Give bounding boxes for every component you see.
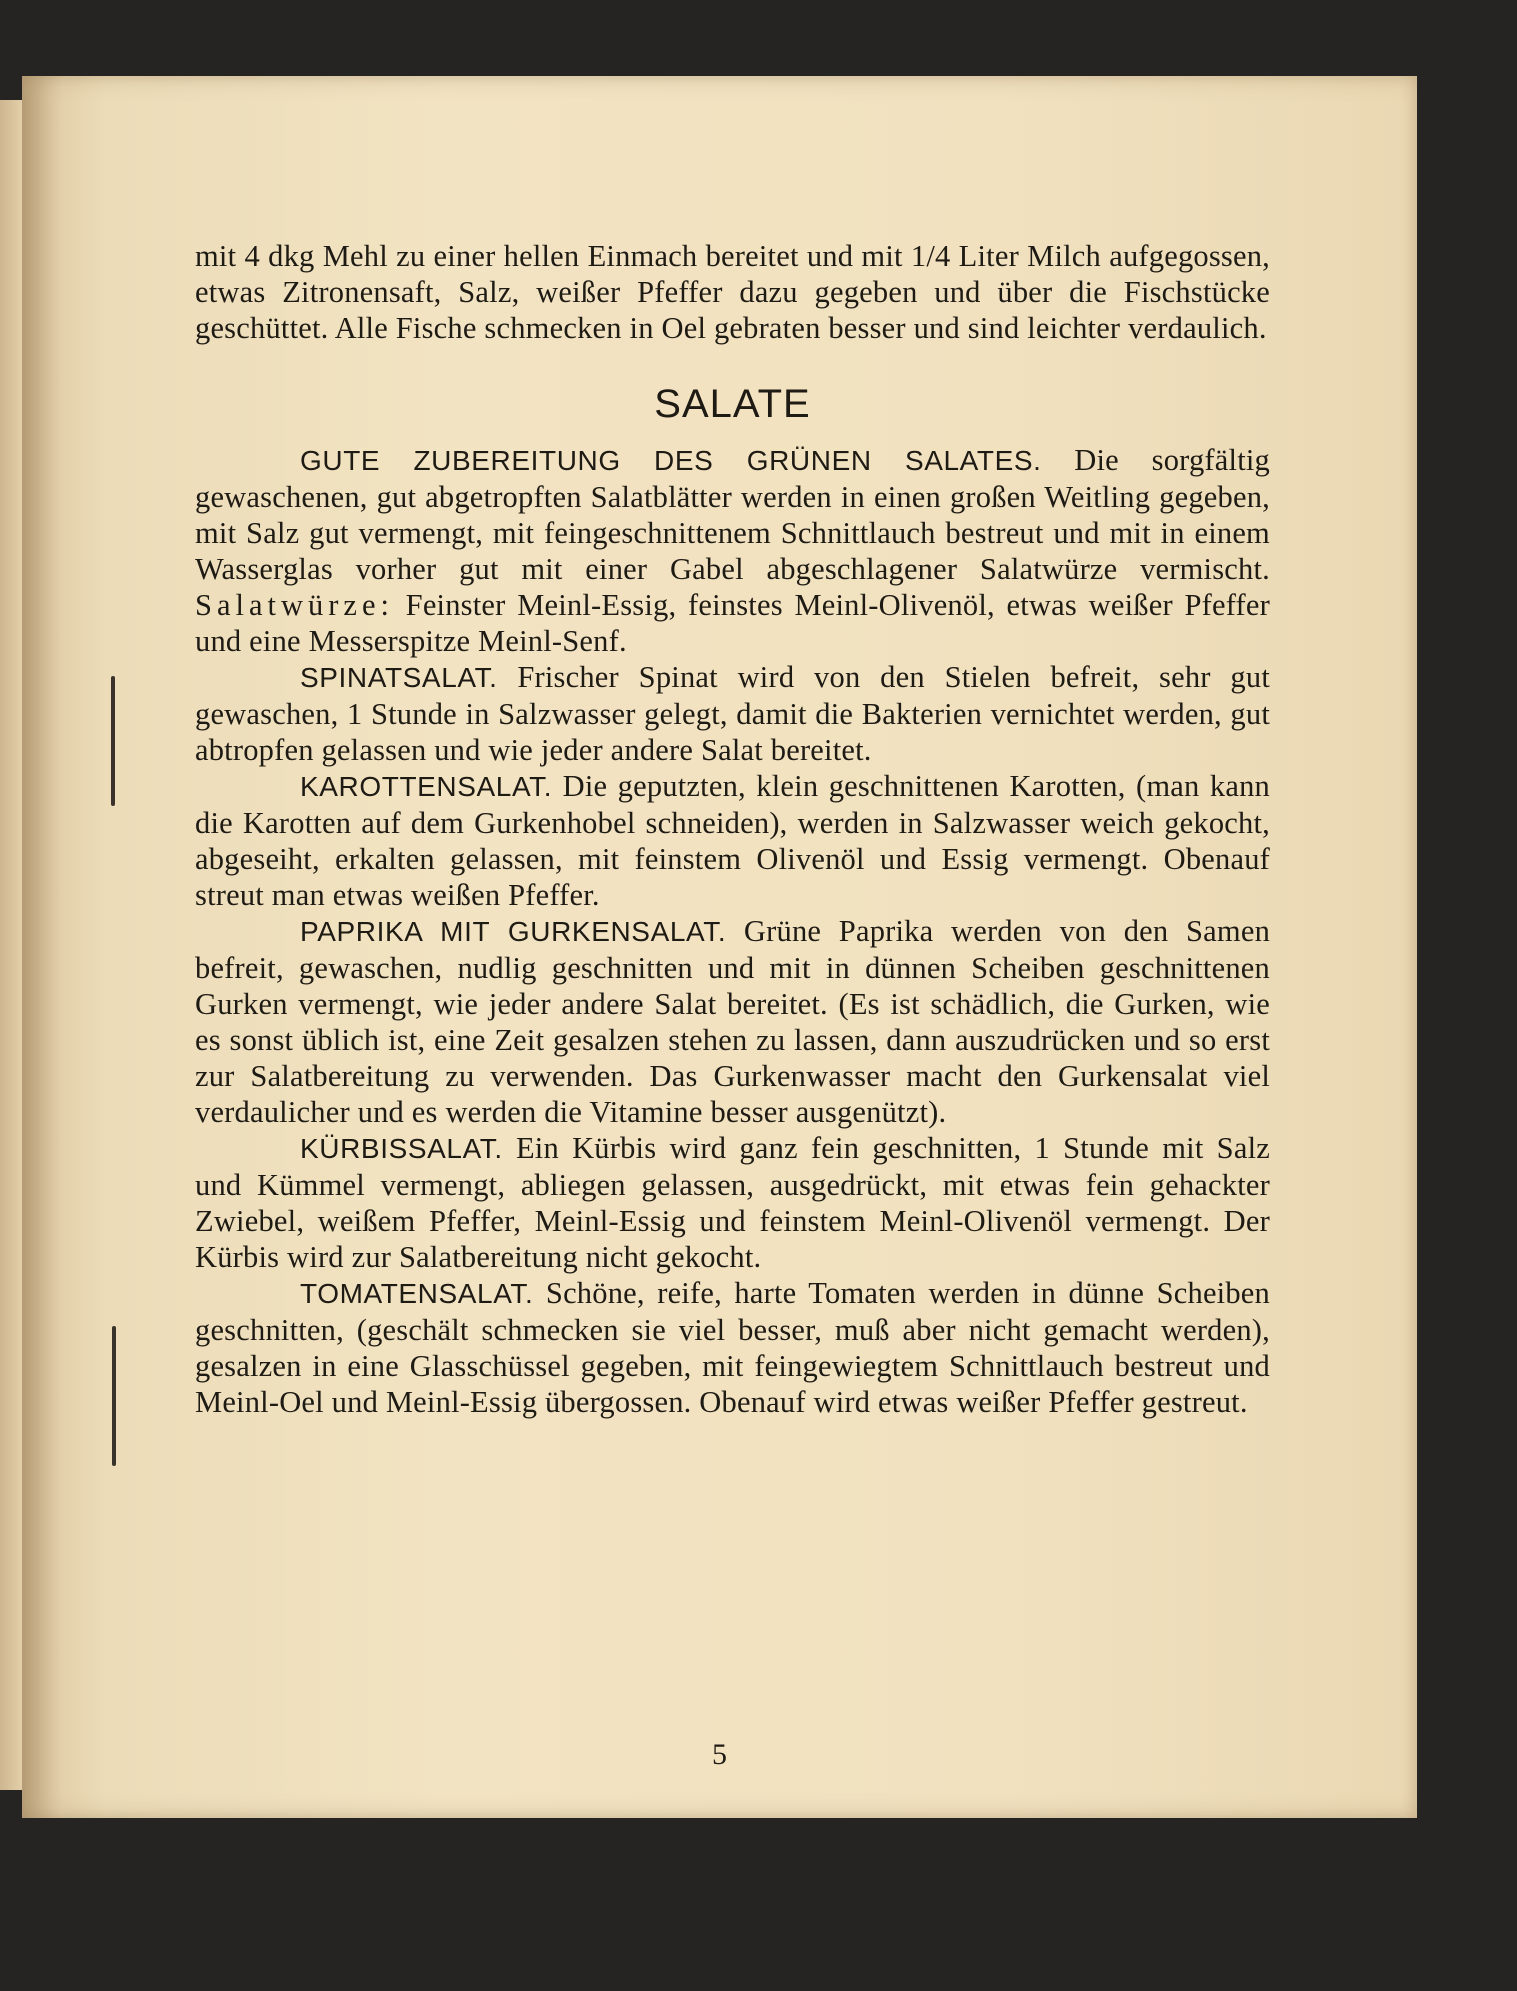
page-text (195, 238, 1270, 1420)
recipe-title: KAROTTENSALAT. (300, 771, 553, 802)
recipe-title: PAPRIKA MIT GURKENSALAT. (300, 916, 727, 947)
recipe-pumpkin-salad (195, 1130, 1270, 1275)
recipe-text: Ein Kürbis wird ganz fein geschnitten, 1 Stunde mit Salz und Kümmel vermengt, abliegen gelassen, ausgedrückt, mit etwas fein gehackter Zwiebel, weißem Pfeffer, Meinl-Essig und feinstem Meinl-Olivenöl vermengt. Der Kürbis wird zur Salatbereitung nicht gekocht. (195, 1131, 1270, 1274)
recipe-title: SPINATSALAT. (300, 662, 498, 693)
intro-paragraph: mit 4 dkg Mehl zu einer hellen Einmach bereitet und mit 1/4 Liter Milch aufgegossen, etwas Zitronensaft, Salz, weißer Pfeffer dazu gegeben und über die Fischstücke geschüttet. Alle Fische schmecken in Oel gebraten besser und sind leichter verdaulich. (195, 239, 1270, 345)
recipe-text: Frischer Spinat wird von den Stielen befreit, sehr gut gewaschen, 1 Stunde in Salzwasser gelegt, damit die Bakterien vernichtet werden, gut abtropfen gelassen und wie jeder andere Salat bereitet. (195, 660, 1271, 767)
recipe-tomato-salad (195, 1275, 1270, 1420)
left-page-edge (0, 100, 23, 1790)
recipe-text: Grüne Paprika werden von den Samen befreit, gewaschen, nudlig geschnitten und mit in dünnen Scheiben geschnittenen Gurken vermengt, wie jeder andere Salat bereitet. (Es ist schädlich, die Gurken, wie es sonst üblich ist, eine Zeit gesalzen stehen zu lassen, dann auszudrücken und so erst zur Salatbereitung zu verwenden. Das Gurkenwasser macht den Gurkensalat viel verdaulicher und es werden die Vitamine besser ausgenützt). (195, 914, 1271, 1129)
recipe-carrot-salad (195, 768, 1270, 913)
staple-top (111, 676, 115, 806)
recipe-text: Die geputzten, klein geschnittenen Karotten, (man kann die Karotten auf dem Gurkenhobel schneiden), werden in Salzwasser weich gekocht, abgeseiht, erkalten gelassen, mit feinstem Olivenöl und Essig vermengt. Obenauf streut man etwas weißen Pfeffer. (195, 769, 1270, 912)
recipe-spinach-salad (195, 659, 1270, 768)
page-number: 5 (712, 1738, 727, 1771)
staple-bottom (112, 1326, 116, 1466)
section-title: SALATE (654, 382, 811, 426)
recipe-sub-text: Feinster Meinl-Essig, feinstes Meinl-Olivenöl, etwas weißer Pfeffer und eine Messerspitze Meinl-Senf. (195, 588, 1271, 658)
recipe-sub-label: Salatwürze: (195, 588, 394, 622)
page-fold-shadow (22, 76, 62, 1818)
recipe-text: Die sorgfältig gewaschenen, gut abgetropften Salatblätter werden in einen großen Weitling gegeben, mit Salz gut vermengt, mit feingeschnittenem Schnittlauch bestreut und mit in einem Wasserglas vorher gut mit einer Gabel abgeschlagener Salatwürze vermischt. (195, 443, 1270, 586)
recipe-title: TOMATENSALAT. (300, 1278, 534, 1309)
recipe-paprika-cucumber-salad (195, 913, 1270, 1130)
recipe-green-salad (195, 442, 1270, 659)
recipe-title: KÜRBISSALAT. (300, 1133, 503, 1164)
recipe-text: Schöne, reife, harte Tomaten werden in dünne Scheiben geschnitten, (geschält schmecken sie viel besser, muß aber nicht gemacht werden), gesalzen in eine Glasschüssel gegeben, mit feingewiegtem Schnittlauch bestreut und Meinl-Oel und Meinl-Essig übergossen. Obenauf wird etwas weißer Pfeffer gestreut. (195, 1276, 1270, 1419)
recipe-title: GUTE ZUBEREITUNG DES GRÜNEN SALATES. (300, 445, 1042, 476)
